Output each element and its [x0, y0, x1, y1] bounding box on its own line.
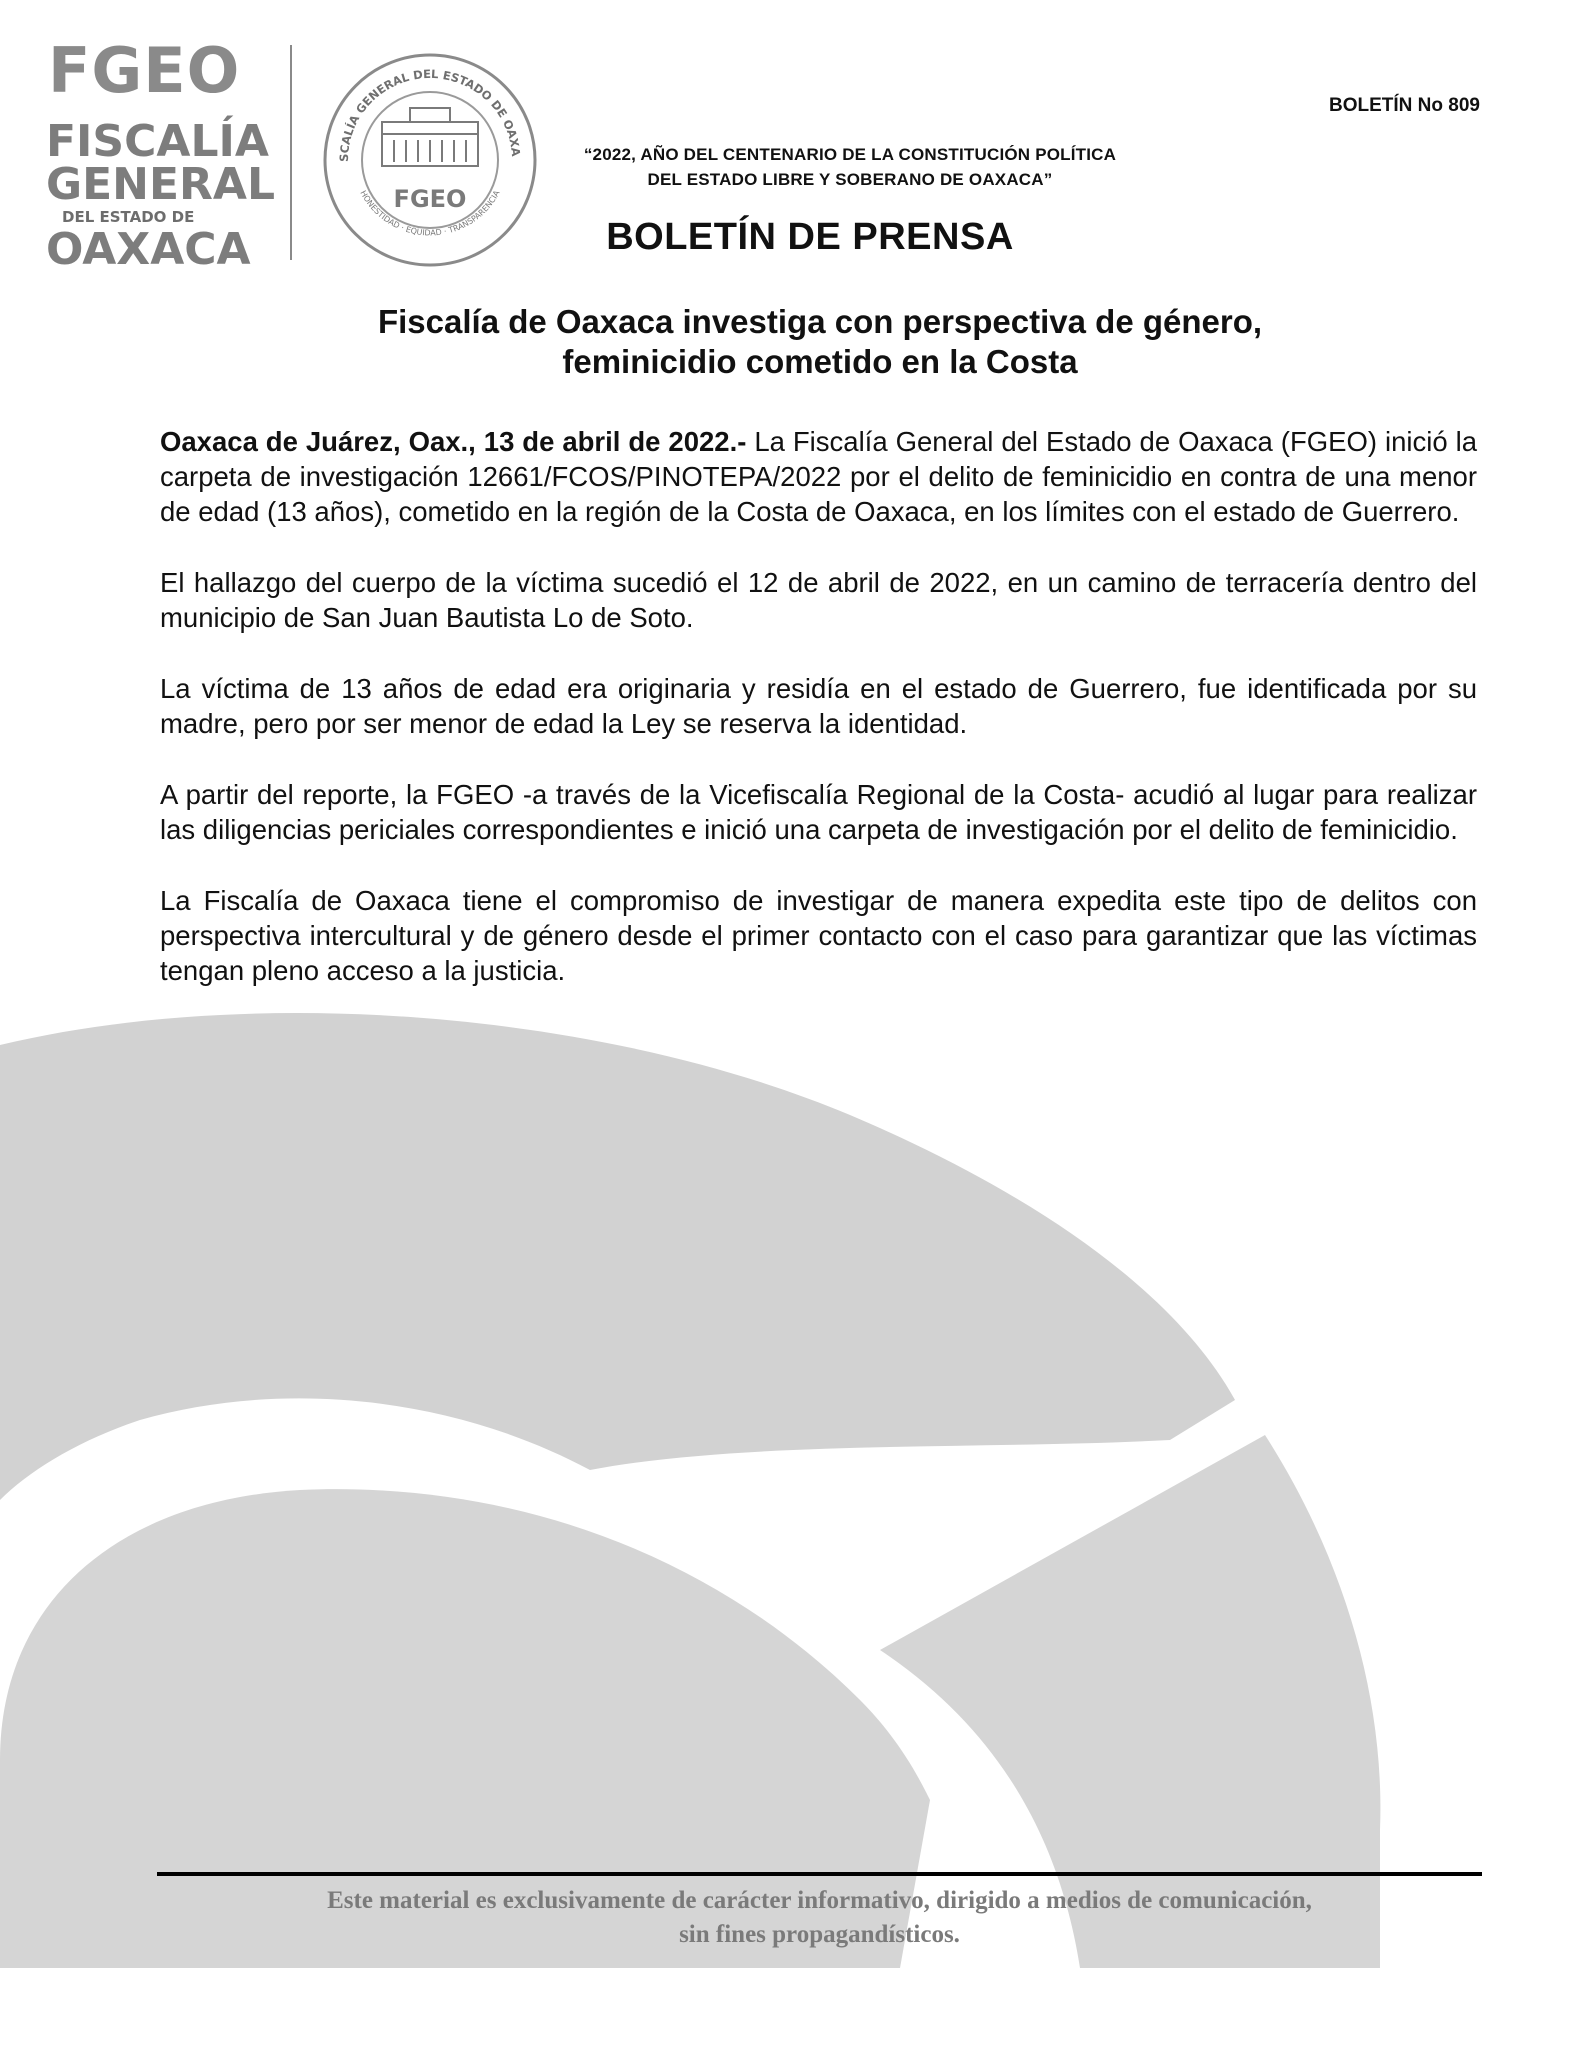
seal-top-text: SCALÍA GENERAL DEL ESTADO DE OAXA — [336, 66, 524, 163]
logo-acronym: FGEO — [48, 34, 241, 107]
footer-disclaimer-line-2: sin fines propagandísticos. — [679, 1921, 960, 1948]
seal-center-text: FGEO — [393, 185, 467, 213]
bulletin-number: BOLETÍN No 809 — [1329, 95, 1480, 116]
logo-line-oaxaca: OAXACA — [46, 224, 251, 275]
headline — [180, 302, 1460, 382]
paragraph-2: El hallazgo del cuerpo de la víctima sucedió el 12 de abril de 2022, en un camino de terracería dentro del municipio de San Juan Bautista Lo de Soto. — [160, 567, 1477, 633]
logo-line-fiscalia: FISCALÍA — [46, 116, 269, 167]
footer-disclaimer — [157, 1884, 1482, 1952]
year-motto-line-1: “2022, AÑO DEL CENTENARIO DE LA CONSTITUCIÓN POLÍTICA — [583, 145, 1117, 164]
paragraph-4: A partir del reporte, la FGEO -a través de la Vicefiscalía Regional de la Costa- acudió al lugar para realizar las diligencias periciales correspondientes e inició una carpeta de investigación por el delito de feminicidio. — [160, 779, 1477, 845]
fgeo-logo — [40, 34, 280, 275]
article-body — [160, 424, 1477, 1024]
logo-line-general: GENERAL — [46, 159, 276, 210]
footer-disclaimer-line-1: Este material es exclusivamente de carácter informativo, dirigido a medios de comunicación, — [327, 1887, 1312, 1914]
logo-line-del-estado: DEL ESTADO DE — [62, 208, 195, 226]
footer-divider — [157, 1872, 1482, 1876]
headline-line-1: Fiscalía de Oaxaca investiga con perspectiva de género, — [377, 303, 1263, 340]
watermark-arc — [0, 1013, 1235, 1500]
paragraph-1 — [160, 424, 1477, 529]
paragraph-5: La Fiscalía de Oaxaca tiene el compromiso de investigar de manera expedita este tipo de delitos con perspectiva intercultural y de género desde el primer contacto con el caso para garantizar que las víctimas tengan pleno acceso a la justicia. — [160, 885, 1477, 986]
dateline: Oaxaca de Juárez, Oax., 13 de abril de 2022.- — [160, 426, 747, 457]
headline-line-2: feminicidio cometido en la Costa — [562, 343, 1078, 380]
seal-bottom-text: HONESTIDAD · EQUIDAD · TRANSPARENCIA — [358, 188, 502, 238]
paragraph-3: La víctima de 13 años de edad era originaria y residía en el estado de Guerrero, fue identificada por su madre, pero por ser menor de edad la Ley se reserva la identidad. — [160, 673, 1477, 739]
page-title: BOLETÍN DE PRENSA — [606, 216, 1014, 258]
year-motto-line-2: DEL ESTADO LIBRE Y SOBERANO DE OAXACA” — [647, 170, 1053, 189]
paragraph-1-text: La Fiscalía General del Estado de Oaxaca (FGEO) inició la carpeta de investigación 12661/FCOS/PINOTEPA/2022 por el delito de feminicidio en contra de una menor de edad (13 años), cometido en la región de la Costa de Oaxaca, en los límites con el estado de Guerrero. — [160, 426, 1478, 527]
logo-divider — [290, 45, 292, 260]
